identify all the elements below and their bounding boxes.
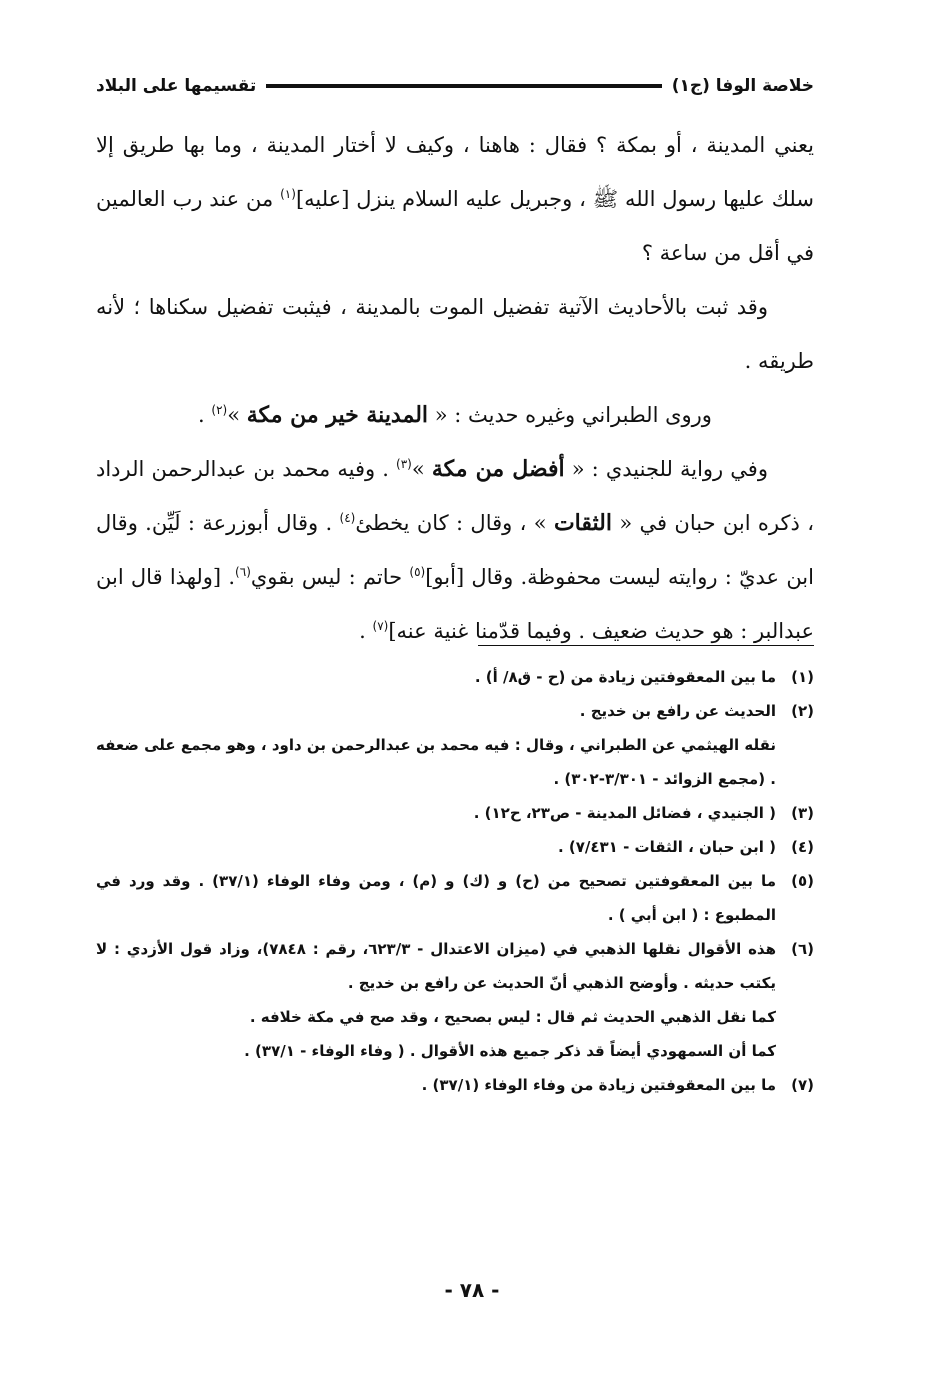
footnote-ref: (٤) — [339, 511, 356, 525]
text-run: » — [227, 403, 247, 427]
footnote-number: (٥) — [791, 872, 814, 890]
footnote-ref: (٥) — [409, 565, 426, 579]
footnote-number: (٢) — [791, 702, 814, 720]
footnote — [96, 830, 814, 864]
footnote-text: كما أن السمهودي أيضاً قد ذكر جميع هذه الأقوال . ( وفاء الوفاء - ٣٧/١) . — [244, 1042, 776, 1060]
paragraph-2: وقد ثبت بالأحاديث الآتية تفضيل الموت بالمدينة ، فيثبت تفضيل سكناها ؛ لأنه طريقه . — [96, 295, 814, 373]
footnote — [96, 660, 814, 694]
text-run: يعني المدينة ، أو بمكة ؟ فقال : هاهنا ، وكيف لا أختار المدينة ، وما بها طريق إلا سلك عليها رسول الله ﷺ ، وجبريل عليه السلام ينزل [عليه] — [96, 133, 814, 211]
page-number: - ٧٨ - — [444, 1278, 500, 1302]
paragraph-4 — [96, 442, 814, 658]
text-run: من عند رب العالمين في أقل من ساعة ؟ — [96, 187, 814, 265]
footnote — [96, 694, 814, 728]
footnote-number: (٣) — [791, 804, 814, 822]
paragraph-1 — [96, 118, 814, 280]
text-run: وروى الطبراني وغيره حديث : « — [428, 403, 712, 427]
text-run: وفي رواية للجنيدي : « — [564, 457, 768, 481]
footnote-text: ( الجنيدي ، فضائل المدينة - ص٢٣، ح١٢) . — [473, 804, 776, 822]
footnote-number: (٧) — [791, 1076, 814, 1094]
footnote-text: ( ابن حبان ، الثقات - ٧/٤٣١) . — [557, 838, 776, 856]
footnote-number: (٦) — [791, 940, 814, 958]
footnote-continuation — [96, 1000, 814, 1034]
footnote-continuation — [96, 728, 814, 796]
hadith-quote: المدينة خير من مكة — [246, 402, 429, 428]
text-run: . وفيه محمد بن عبدالرحمن الرداد ، ذكره ابن حبان في « — [96, 457, 814, 535]
hadith-quote: أفضل من مكة — [431, 456, 565, 482]
footnote — [96, 864, 814, 932]
text-run: حاتم : ليس بقوي — [250, 565, 410, 589]
book-name: الثقات — [553, 510, 612, 536]
footnote-number: (١) — [791, 668, 814, 686]
text-run: . — [359, 619, 373, 643]
footnote-text: نقله الهيثمي عن الطبراني ، وقال : فيه محمد بن عبدالرحمن بن داود ، وهو مجمع على ضعفه . (مجمع الزوائد - ٣/٣٠١-٣٠٢) . — [96, 736, 776, 788]
footnote-ref: (٦) — [235, 565, 251, 579]
footnote-text: هذه الأقوال نقلها الذهبي في (ميزان الاعتدال - ٦٢٣/٣، رقم : ٧٨٤٨)، وزاد قول الأزدي : لا يكتب حديثه . وأوضح الذهبي أنّ الحديث عن رافع بن خديج . — [96, 940, 776, 992]
footnote-text: ما بين المعقوفتين زيادة من (ح - ق٨/ أ) . — [474, 668, 776, 686]
text-run: . وقال أبوزرعة : لَيِّن. وقال ابن عديّ : روايته ليست محفوظة. وقال [أبو] — [96, 511, 814, 589]
text-run: . [ولهذا قال ابن عبدالبر : هو حديث ضعيف . وفيما قدّمنا غنية عنه] — [96, 565, 814, 643]
footnote — [96, 796, 814, 830]
footnote-continuation — [96, 1034, 814, 1068]
footnote — [96, 932, 814, 1000]
footnote-number: (٤) — [791, 838, 814, 856]
paragraph-3 — [96, 388, 814, 442]
footnote-ref: (١) — [280, 187, 296, 201]
footnote-ref: (٧) — [372, 619, 389, 633]
main-text — [96, 118, 814, 658]
footnote-ref: (٢) — [211, 403, 228, 417]
footnote-text: ما بين المعقوفتين زيادة من وفاء الوفاء (٣٧/١) . — [421, 1076, 776, 1094]
footnote-ref: (٣) — [396, 457, 412, 471]
footnotes — [96, 660, 814, 1102]
book-title: خلاصة الوفا (ج١) — [671, 76, 814, 96]
text-run: » ، وقال : كان يخطئ — [355, 511, 554, 535]
section-title: تقسيمها على البلاد — [96, 76, 257, 96]
text-run: » — [411, 457, 432, 481]
running-header — [96, 66, 814, 106]
header-rule — [266, 84, 661, 88]
footnote-text: ما بين المعقوفتين تصحيح من (ح) و (ك) و (م) ، ومن وفاء الوفاء (٣٧/١) . وقد ورد في المطبوع : ( ابن أبي ) . — [96, 872, 776, 924]
text-run: . — [198, 403, 212, 427]
footnote-text: الحديث عن رافع بن خديج . — [579, 702, 776, 720]
footnote-separator — [478, 645, 814, 646]
footnote-text: كما نقل الذهبي الحديث ثم قال : ليس بصحيح ، وقد صح في مكة خلافه . — [249, 1008, 776, 1026]
footnote — [96, 1068, 814, 1102]
